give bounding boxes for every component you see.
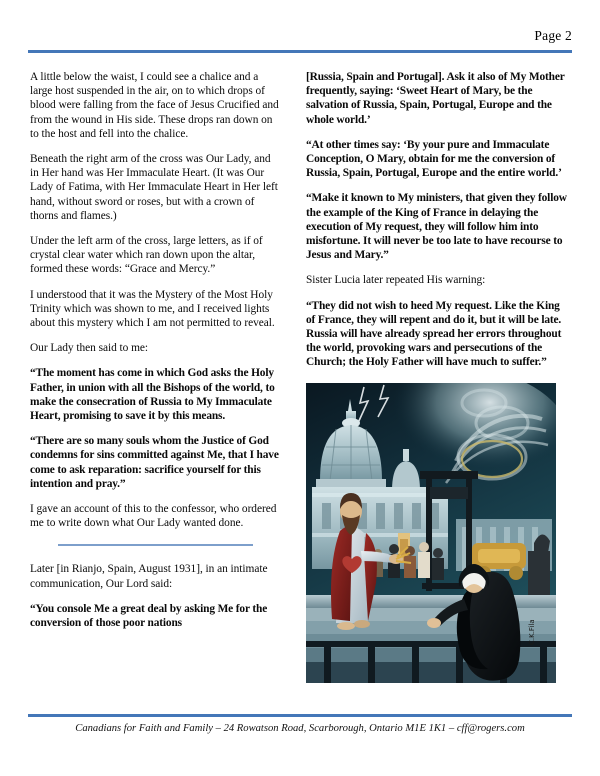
paragraph-quote: “There are so many souls whom the Justice of God condemns for sins committed against Me, that I have come to ask reparation: sacrifice yourself for this intention and pray.”: [30, 435, 279, 490]
page-number-label: Page 2: [534, 28, 572, 43]
paragraph-body: Beneath the right arm of the cross was Our Lady, and in Her hand was Her Immaculate Heart. (It was Our Lady of Fatima, with Her Immaculate Heart in Her left hand, without sword or roses, but with a crown of thorns and flames.): [30, 153, 278, 222]
section-divider-rule: [58, 544, 253, 546]
paragraph-quote: “At other times say: ‘By your pure and Immaculate Conception, O Mary, obtain for me the conversion of Russia, Spain, Portugal, Europe and the entire world.’: [306, 138, 562, 180]
illustration-artwork: [306, 383, 556, 683]
page-header: [28, 28, 572, 58]
paragraph-lead-in: Sister Lucia later repeated His warning:: [306, 274, 486, 287]
paragraph-body: A little below the waist, I could see a chalice and a large host suspended in the air, on to which drops of blood were falling from the face of Jesus Crucified and from the wound in His side. These drops ran down on to the host and fell into the chalice.: [30, 71, 279, 140]
paragraph-body: I gave an account of this to the confessor, who ordered me to write down what Our Lady wanted done.: [30, 503, 277, 530]
paragraph-quote: “They did not wish to heed My request. Like the King of France, they will repent and do it, but it will be late. Russia will have already spread her errors throughout the world, provoking wars and persecutions of the Church; the Holy Father will have much to suffer.”: [306, 299, 562, 369]
left-text-column: [30, 70, 280, 630]
paragraph-lead-in: Later [in Rianjo, Spain, August 1931], in an intimate communication, Our Lord said:: [30, 563, 268, 590]
header-divider-rule: [28, 50, 572, 53]
paragraph-body: Under the left arm of the cross, large letters, as if of crystal clear water which ran down upon the altar, formed these words: “Grace and Mercy.”: [30, 235, 263, 276]
paragraph-quote: “The moment has come in which God asks the Holy Father, in union with all the Bishops of the world, to make the consecration of Russia to My Immaculate Heart, promising to save it by this means.: [30, 367, 275, 423]
paragraph-quote: “You console Me a great deal by asking Me for the conversion of those poor nations: [30, 602, 268, 630]
paragraph-quote: [Russia, Spain and Portugal]. Ask it also of My Mother frequently, saying: ‘Sweet Heart of Mary, be the salvation of Russia, Spain, Portugal, Europe and the whole world.’: [306, 71, 565, 126]
footer-contact-line: Canadians for Faith and Family – 24 Rowatson Road, Scarborough, Ontario M1E 1K1 – cff@rogers.com: [75, 723, 525, 734]
paragraph-body: I understood that it was the Mystery of the Most Holy Trinity which was shown to me, and I received lights about this mystery which I am not permitted to reveal.: [30, 288, 275, 330]
footer-divider-rule: [28, 714, 572, 717]
paragraph-lead-in: Our Lady then said to me:: [30, 342, 149, 355]
artist-signature-icon: C.K.Fila: [528, 619, 536, 645]
illustration-jesus-and-nun: [306, 383, 556, 683]
right-text-column: [306, 70, 568, 683]
paragraph-quote: “Make it known to My ministers, that given they follow the example of the King of France in delaying the execution of My request, they will follow him into misfortune. It will never be too late to have recourse to Jesus and Mary.”: [306, 192, 567, 262]
